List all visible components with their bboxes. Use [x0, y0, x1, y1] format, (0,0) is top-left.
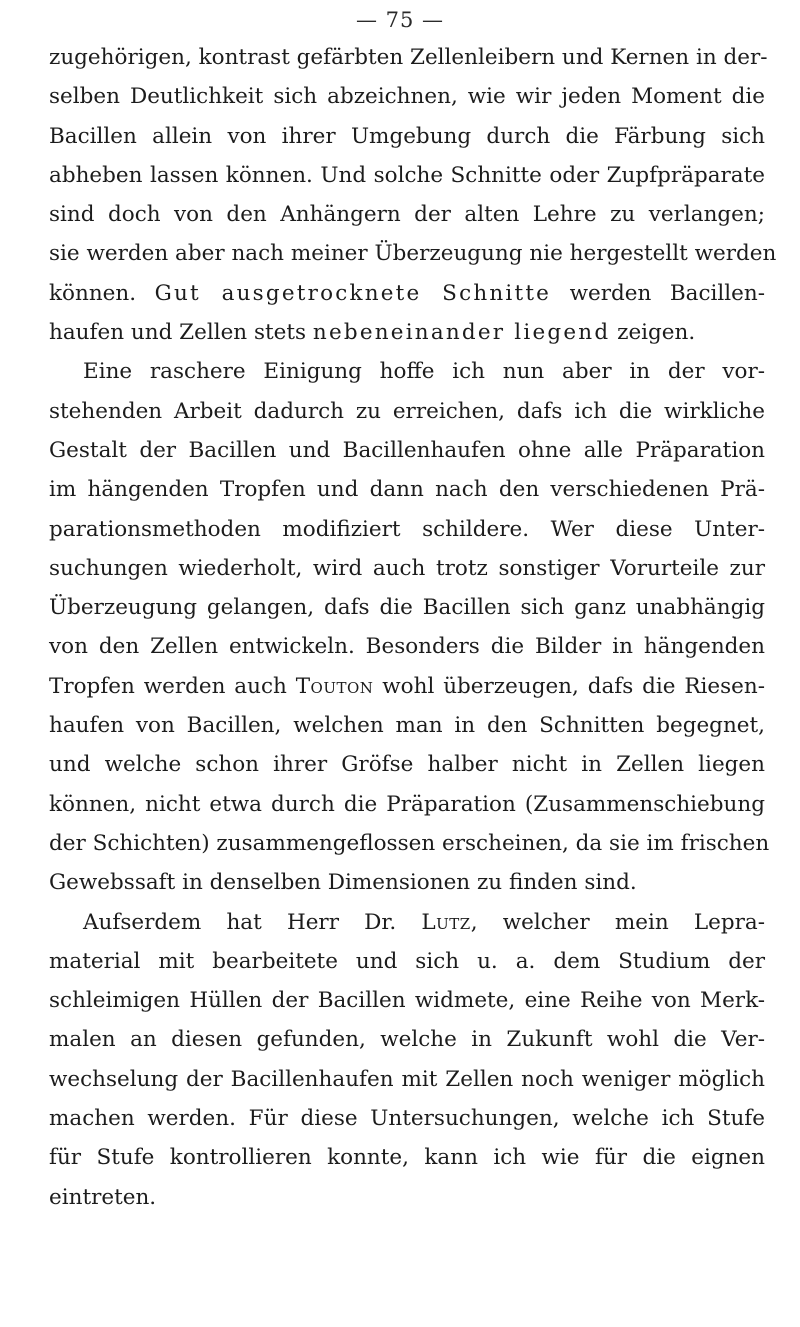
text-line: Gewebssaft in denselben Dimensionen zu finden sind. — [49, 870, 637, 896]
text-line: Gestalt der Bacillen und Bacillenhaufen ohne alle Präparation — [49, 437, 765, 463]
text-line — [49, 274, 765, 313]
paragraph-2 — [49, 352, 770, 902]
text-line: selben Deutlichkeit sich abzeichnen, wie wir jeden Moment die — [49, 84, 765, 110]
paragraph-3 — [49, 903, 765, 1217]
text-run: werden Bacillen- — [551, 280, 765, 306]
text-line: von den Zellen entwickeln. Besonders die Bilder in hängenden — [49, 634, 765, 660]
text-run: Tropfen werden auch — [49, 673, 296, 699]
text-line: Überzeugung gelangen, dafs die Bacillen sich ganz unabhängig — [49, 595, 765, 621]
text-line: zugehörigen, kontrast gefärbten Zellenleibern und Kernen in der- — [49, 45, 768, 70]
author-name: Lutz — [421, 909, 471, 935]
text-run: , welcher mein Lepra- — [470, 909, 765, 935]
page-number: — 75 — — [355, 8, 445, 32]
text-line: Bacillen allein von ihrer Umgebung durch die Färbung sich — [49, 123, 765, 149]
text-run: Aufserdem hat Herr Dr. — [83, 909, 422, 935]
text-line: der Schichten) zusammengeflossen erscheinen, da sie im frischen — [49, 830, 770, 856]
text-line: schleimigen Hüllen der Bacillen widmete, eine Reihe von Merk- — [49, 988, 765, 1014]
emphasized-text: Gut ausgetrocknete Schnitte — [154, 280, 552, 306]
text-line: für Stufe kontrollieren konnte, kann ich wie für die eignen — [49, 1145, 765, 1171]
text-run: haufen und Zellen stets — [49, 320, 313, 346]
text-line: malen an diesen gefunden, welche in Zukunft wohl die Ver- — [49, 1027, 765, 1053]
text-run: wohl überzeugen, dafs die Riesen- — [373, 673, 765, 699]
author-name: Touton — [295, 673, 374, 699]
text-line: eintreten. — [49, 1184, 157, 1210]
text-line: suchungen wiederholt, wird auch trotz sonstiger Vorurteile zur — [49, 555, 765, 581]
text-line: im hängenden Tropfen und dann nach den verschiedenen Prä- — [49, 477, 765, 503]
text-line: haufen von Bacillen, welchen man in den Schnitten begegnet, — [49, 713, 765, 739]
text-line: sie werden aber nach meiner Überzeugung nie hergestellt werden — [49, 241, 777, 267]
text-line: sind doch von den Anhängern der alten Lehre zu verlangen; — [49, 202, 765, 228]
text-line: material mit bearbeitete und sich u. a. dem Studium der — [49, 948, 765, 974]
text-line — [49, 667, 765, 706]
text-line: machen werden. Für diese Untersuchungen, welche ich Stufe — [49, 1106, 765, 1132]
text-line — [49, 903, 765, 942]
text-line: stehenden Arbeit dadurch zu erreichen, dafs ich die wirkliche — [49, 398, 765, 424]
text-line: Eine raschere Einigung hoffe ich nun aber in der vor- — [83, 359, 765, 385]
text-line: parationsmethoden modifiziert schildere. Wer diese Unter- — [49, 516, 765, 542]
text-run: zeigen. — [610, 320, 696, 346]
text-run: können. — [49, 280, 155, 306]
text-line: und welche schon ihrer Gröfse halber nicht in Zellen liegen — [49, 752, 765, 778]
text-line: wechselung der Bacillenhaufen mit Zellen noch weniger möglich — [49, 1066, 765, 1092]
text-line: abheben lassen können. Und solche Schnitte oder Zupfpräparate — [49, 162, 765, 188]
body-text — [49, 38, 777, 1217]
emphasized-text: nebeneinander liegend — [312, 320, 611, 346]
paragraph-1 — [49, 38, 777, 352]
text-line — [49, 313, 765, 352]
text-line: können, nicht etwa durch die Präparation (Zusammenschiebung — [49, 791, 765, 817]
